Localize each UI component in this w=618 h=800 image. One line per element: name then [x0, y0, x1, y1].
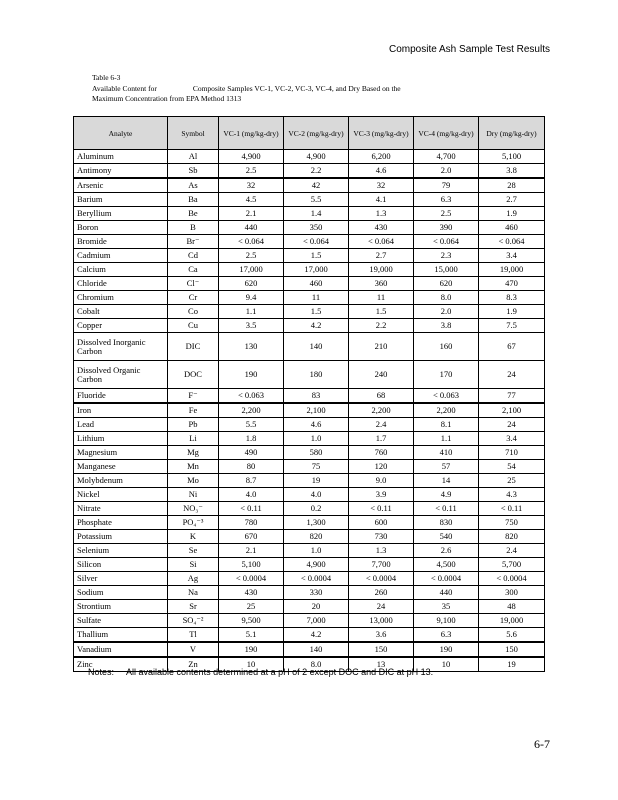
analyte-cell: Strontium [74, 600, 168, 614]
value-cell: < 0.0004 [219, 572, 284, 586]
value-cell: 350 [284, 221, 349, 235]
value-cell: 1.9 [479, 207, 545, 221]
value-cell: 440 [414, 586, 479, 600]
value-cell: 260 [349, 586, 414, 600]
symbol-cell: Zn [168, 657, 219, 672]
value-cell: 10 [219, 657, 284, 672]
analyte-cell: Silicon [74, 558, 168, 572]
value-cell: 19 [479, 657, 545, 672]
value-cell: 10 [414, 657, 479, 672]
table-row [74, 193, 545, 207]
value-cell: 7,000 [284, 614, 349, 628]
caption-line2: Maximum Concentration from EPA Method 1313 [92, 94, 242, 103]
value-cell: 240 [349, 361, 414, 389]
value-cell: 3.8 [479, 164, 545, 179]
value-cell: < 0.064 [414, 235, 479, 249]
analyte-cell: Silver [74, 572, 168, 586]
value-cell: 2.0 [414, 305, 479, 319]
table-row [74, 178, 545, 193]
table-row [74, 277, 545, 291]
value-cell: 2,200 [414, 403, 479, 418]
value-cell: 4.0 [219, 488, 284, 502]
value-cell: 25 [219, 600, 284, 614]
symbol-cell: Sr [168, 600, 219, 614]
value-cell: 130 [219, 333, 284, 361]
value-cell: 35 [414, 600, 479, 614]
symbol-cell: DOC [168, 361, 219, 389]
value-cell: 620 [219, 277, 284, 291]
symbol-cell: Ni [168, 488, 219, 502]
value-cell: 180 [284, 361, 349, 389]
table-row [74, 446, 545, 460]
symbol-cell: SO₄⁻² [168, 614, 219, 628]
value-cell: 430 [219, 586, 284, 600]
value-cell: 8.7 [219, 474, 284, 488]
value-cell: 190 [219, 642, 284, 657]
table-row [74, 235, 545, 249]
value-cell: 7.5 [479, 319, 545, 333]
value-cell: 28 [479, 178, 545, 193]
value-cell: 780 [219, 516, 284, 530]
analyte-cell: Zinc [74, 657, 168, 672]
value-cell: 8.3 [479, 291, 545, 305]
value-cell: 2,100 [284, 403, 349, 418]
analyte-cell: Vanadium [74, 642, 168, 657]
symbol-cell: PO₄⁻³ [168, 516, 219, 530]
value-cell: 32 [349, 178, 414, 193]
value-cell: < 0.11 [414, 502, 479, 516]
value-cell: 13,000 [349, 614, 414, 628]
table-row [74, 516, 545, 530]
value-cell: 750 [479, 516, 545, 530]
value-cell: 4.5 [219, 193, 284, 207]
value-cell: 830 [414, 516, 479, 530]
column-header: Symbol [168, 117, 219, 150]
analyte-cell: Barium [74, 193, 168, 207]
symbol-cell: Cu [168, 319, 219, 333]
value-cell: 2.5 [219, 164, 284, 179]
value-cell: 170 [414, 361, 479, 389]
value-cell: 440 [219, 221, 284, 235]
value-cell: 9,100 [414, 614, 479, 628]
column-header: Dry (mg/kg-dry) [479, 117, 545, 150]
value-cell: 4,900 [219, 150, 284, 164]
symbol-cell: K [168, 530, 219, 544]
value-cell: 190 [219, 361, 284, 389]
analyte-cell: Cadmium [74, 249, 168, 263]
analyte-cell: Arsenic [74, 178, 168, 193]
value-cell: 5.1 [219, 628, 284, 643]
value-cell: 1.1 [414, 432, 479, 446]
analyte-cell: Antimony [74, 164, 168, 179]
table-row [74, 150, 545, 164]
value-cell: 210 [349, 333, 414, 361]
value-cell: < 0.0004 [284, 572, 349, 586]
analyte-cell: Dissolved Organic Carbon [74, 361, 168, 389]
value-cell: 820 [479, 530, 545, 544]
column-header: VC-1 (mg/kg-dry) [219, 117, 284, 150]
caption-line1b: Composite Samples VC-1, VC-2, VC-3, VC-4, and Dry Based on the [192, 83, 401, 93]
analyte-cell: Calcium [74, 263, 168, 277]
table-number: Table 6-3 [92, 73, 121, 82]
symbol-cell: V [168, 642, 219, 657]
value-cell: 390 [414, 221, 479, 235]
value-cell: 77 [479, 389, 545, 404]
value-cell: 2.7 [349, 249, 414, 263]
value-cell: 80 [219, 460, 284, 474]
value-cell: 0.2 [284, 502, 349, 516]
value-cell: 1.5 [284, 305, 349, 319]
value-cell: 620 [414, 277, 479, 291]
value-cell: 79 [414, 178, 479, 193]
value-cell: 17,000 [284, 263, 349, 277]
table-row [74, 544, 545, 558]
value-cell: < 0.0004 [349, 572, 414, 586]
value-cell: 670 [219, 530, 284, 544]
value-cell: 1.8 [219, 432, 284, 446]
analyte-cell: Sulfate [74, 614, 168, 628]
column-header: Analyte [74, 117, 168, 150]
value-cell: 4.6 [284, 418, 349, 432]
symbol-cell: Ca [168, 263, 219, 277]
analyte-cell: Fluoride [74, 389, 168, 404]
value-cell: 24 [479, 361, 545, 389]
notes-text: All available contents determined at a pH of 2 except DOC and DIC at pH 13. [126, 667, 434, 677]
value-cell: 470 [479, 277, 545, 291]
symbol-cell: Co [168, 305, 219, 319]
symbol-cell: As [168, 178, 219, 193]
value-cell: 120 [349, 460, 414, 474]
table-row [74, 502, 545, 516]
value-cell: 2.2 [349, 319, 414, 333]
table-row [74, 600, 545, 614]
value-cell: 1.9 [479, 305, 545, 319]
value-cell: 6,200 [349, 150, 414, 164]
value-cell: 4.9 [414, 488, 479, 502]
table-row [74, 305, 545, 319]
value-cell: 1.3 [349, 207, 414, 221]
value-cell: 730 [349, 530, 414, 544]
value-cell: 1.4 [284, 207, 349, 221]
value-cell: 3.8 [414, 319, 479, 333]
symbol-cell: Cd [168, 249, 219, 263]
value-cell: 2.4 [479, 544, 545, 558]
table-row [74, 249, 545, 263]
value-cell: 4.2 [284, 319, 349, 333]
value-cell: 9,500 [219, 614, 284, 628]
symbol-cell: Cl⁻ [168, 277, 219, 291]
value-cell: 460 [284, 277, 349, 291]
value-cell: 24 [349, 600, 414, 614]
value-cell: < 0.063 [219, 389, 284, 404]
value-cell: 5.5 [284, 193, 349, 207]
analyte-cell: Potassium [74, 530, 168, 544]
table-row [74, 642, 545, 657]
analyte-cell: Copper [74, 319, 168, 333]
symbol-cell: Si [168, 558, 219, 572]
value-cell: 330 [284, 586, 349, 600]
value-cell: < 0.0004 [414, 572, 479, 586]
analyte-cell: Beryllium [74, 207, 168, 221]
value-cell: 360 [349, 277, 414, 291]
analyte-cell: Nitrate [74, 502, 168, 516]
column-header: VC-2 (mg/kg-dry) [284, 117, 349, 150]
value-cell: < 0.064 [349, 235, 414, 249]
value-cell: 410 [414, 446, 479, 460]
notes-label: Notes: [88, 667, 115, 677]
value-cell: 25 [479, 474, 545, 488]
value-cell: 19 [284, 474, 349, 488]
analyte-cell: Selenium [74, 544, 168, 558]
value-cell: 32 [219, 178, 284, 193]
page-number: 6-7 [534, 737, 550, 751]
symbol-cell: Mo [168, 474, 219, 488]
table-row [74, 263, 545, 277]
table-row [74, 221, 545, 235]
value-cell: 1.1 [219, 305, 284, 319]
results-table [73, 116, 545, 672]
symbol-cell: Be [168, 207, 219, 221]
value-cell: 8.1 [414, 418, 479, 432]
value-cell: 140 [284, 333, 349, 361]
table-row [74, 474, 545, 488]
analyte-cell: Nickel [74, 488, 168, 502]
value-cell: 300 [479, 586, 545, 600]
value-cell: 490 [219, 446, 284, 460]
value-cell: 24 [479, 418, 545, 432]
analyte-cell: Sodium [74, 586, 168, 600]
value-cell: 57 [414, 460, 479, 474]
value-cell: 5,100 [479, 150, 545, 164]
value-cell: 19,000 [349, 263, 414, 277]
value-cell: 540 [414, 530, 479, 544]
value-cell: 15,000 [414, 263, 479, 277]
value-cell: 1.7 [349, 432, 414, 446]
symbol-cell: Tl [168, 628, 219, 643]
symbol-cell: Mn [168, 460, 219, 474]
value-cell: 4.0 [284, 488, 349, 502]
value-cell: 17,000 [219, 263, 284, 277]
value-cell: 8.0 [414, 291, 479, 305]
table-row [74, 418, 545, 432]
value-cell: 2.5 [414, 207, 479, 221]
table-row [74, 614, 545, 628]
value-cell: 2.1 [219, 207, 284, 221]
symbol-cell: Ba [168, 193, 219, 207]
value-cell: 4.3 [479, 488, 545, 502]
value-cell: 4,900 [284, 150, 349, 164]
page-header: Composite Ash Sample Test Results [388, 44, 550, 55]
value-cell: 3.4 [479, 249, 545, 263]
analyte-cell: Molybdenum [74, 474, 168, 488]
value-cell: 710 [479, 446, 545, 460]
value-cell: < 0.11 [479, 502, 545, 516]
column-header: VC-3 (mg/kg-dry) [349, 117, 414, 150]
column-header: VC-4 (mg/kg-dry) [414, 117, 479, 150]
table-row [74, 488, 545, 502]
value-cell: 75 [284, 460, 349, 474]
analyte-cell: Thallium [74, 628, 168, 643]
value-cell: 4,900 [284, 558, 349, 572]
analyte-cell: Manganese [74, 460, 168, 474]
value-cell: 3.6 [349, 628, 414, 643]
table-row [74, 432, 545, 446]
value-cell: 160 [414, 333, 479, 361]
analyte-cell: Boron [74, 221, 168, 235]
value-cell: 760 [349, 446, 414, 460]
value-cell: 13 [349, 657, 414, 672]
table-row [74, 207, 545, 221]
value-cell: 5.5 [219, 418, 284, 432]
value-cell: 3.9 [349, 488, 414, 502]
value-cell: 4,500 [414, 558, 479, 572]
value-cell: 150 [479, 642, 545, 657]
value-cell: 54 [479, 460, 545, 474]
symbol-cell: Na [168, 586, 219, 600]
analyte-cell: Aluminum [74, 150, 168, 164]
value-cell: 14 [414, 474, 479, 488]
symbol-cell: NO₃⁻ [168, 502, 219, 516]
analyte-cell: Dissolved Inorganic Carbon [74, 333, 168, 361]
table-row [74, 361, 545, 389]
analyte-cell: Cobalt [74, 305, 168, 319]
value-cell: 430 [349, 221, 414, 235]
table-caption [92, 73, 401, 105]
value-cell: 4.6 [349, 164, 414, 179]
symbol-cell: Se [168, 544, 219, 558]
table-row [74, 389, 545, 404]
table-row [74, 628, 545, 643]
table-row [74, 333, 545, 361]
value-cell: 2.0 [414, 164, 479, 179]
value-cell: 1.0 [284, 432, 349, 446]
value-cell: 4.1 [349, 193, 414, 207]
caption-line1a: Available Content for [92, 83, 157, 93]
value-cell: 1.3 [349, 544, 414, 558]
analyte-cell: Magnesium [74, 446, 168, 460]
analyte-cell: Iron [74, 403, 168, 418]
table-header-row [74, 117, 545, 150]
value-cell: 190 [414, 642, 479, 657]
analyte-cell: Bromide [74, 235, 168, 249]
value-cell: 6.3 [414, 628, 479, 643]
table-row [74, 319, 545, 333]
value-cell: 2.5 [219, 249, 284, 263]
value-cell: 820 [284, 530, 349, 544]
value-cell: 42 [284, 178, 349, 193]
value-cell: 5.6 [479, 628, 545, 643]
value-cell: < 0.0004 [479, 572, 545, 586]
table-row [74, 164, 545, 179]
value-cell: 1,300 [284, 516, 349, 530]
symbol-cell: Cr [168, 291, 219, 305]
table-row [74, 291, 545, 305]
value-cell: 11 [284, 291, 349, 305]
value-cell: 3.4 [479, 432, 545, 446]
analyte-cell: Chloride [74, 277, 168, 291]
value-cell: < 0.063 [414, 389, 479, 404]
symbol-cell: F⁻ [168, 389, 219, 404]
analyte-cell: Chromium [74, 291, 168, 305]
value-cell: 460 [479, 221, 545, 235]
symbol-cell: Ag [168, 572, 219, 586]
value-cell: 2.7 [479, 193, 545, 207]
notes [88, 667, 433, 677]
value-cell: 48 [479, 600, 545, 614]
value-cell: 2.3 [414, 249, 479, 263]
value-cell: < 0.064 [219, 235, 284, 249]
analyte-cell: Lithium [74, 432, 168, 446]
value-cell: 1.5 [284, 249, 349, 263]
value-cell: 2.4 [349, 418, 414, 432]
value-cell: 5,700 [479, 558, 545, 572]
value-cell: 600 [349, 516, 414, 530]
value-cell: 19,000 [479, 263, 545, 277]
value-cell: < 0.11 [349, 502, 414, 516]
value-cell: 3.5 [219, 319, 284, 333]
symbol-cell: Pb [168, 418, 219, 432]
value-cell: 6.3 [414, 193, 479, 207]
table-row [74, 572, 545, 586]
value-cell: 2.1 [219, 544, 284, 558]
value-cell: 5,100 [219, 558, 284, 572]
analyte-cell: Phosphate [74, 516, 168, 530]
value-cell: 2,200 [219, 403, 284, 418]
value-cell: 2.6 [414, 544, 479, 558]
value-cell: 67 [479, 333, 545, 361]
value-cell: < 0.11 [219, 502, 284, 516]
symbol-cell: Li [168, 432, 219, 446]
value-cell: 4.2 [284, 628, 349, 643]
symbol-cell: Sb [168, 164, 219, 179]
symbol-cell: Mg [168, 446, 219, 460]
value-cell: 9.0 [349, 474, 414, 488]
value-cell: < 0.064 [284, 235, 349, 249]
symbol-cell: Br⁻ [168, 235, 219, 249]
value-cell: 68 [349, 389, 414, 404]
value-cell: 2,200 [349, 403, 414, 418]
table-row [74, 530, 545, 544]
value-cell: 1.5 [349, 305, 414, 319]
value-cell: 8.0 [284, 657, 349, 672]
value-cell: 19,000 [479, 614, 545, 628]
value-cell: 2.2 [284, 164, 349, 179]
value-cell: 20 [284, 600, 349, 614]
symbol-cell: Al [168, 150, 219, 164]
value-cell: 7,700 [349, 558, 414, 572]
table-row [74, 403, 545, 418]
value-cell: 140 [284, 642, 349, 657]
symbol-cell: Fe [168, 403, 219, 418]
table-row [74, 586, 545, 600]
symbol-cell: B [168, 221, 219, 235]
value-cell: 580 [284, 446, 349, 460]
value-cell: 11 [349, 291, 414, 305]
value-cell: 1.0 [284, 544, 349, 558]
value-cell: 2,100 [479, 403, 545, 418]
value-cell: 83 [284, 389, 349, 404]
table-row [74, 460, 545, 474]
symbol-cell: DIC [168, 333, 219, 361]
value-cell: 9.4 [219, 291, 284, 305]
table-row [74, 558, 545, 572]
value-cell: 150 [349, 642, 414, 657]
analyte-cell: Lead [74, 418, 168, 432]
value-cell: 4,700 [414, 150, 479, 164]
value-cell: < 0.064 [479, 235, 545, 249]
